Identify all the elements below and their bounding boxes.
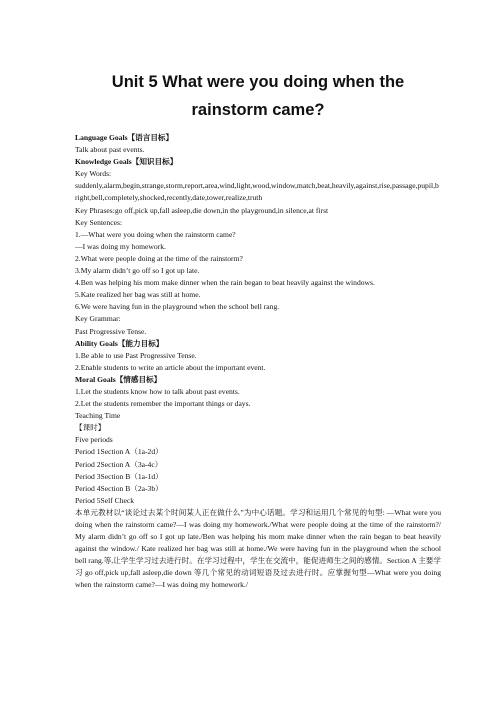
moral-item: 2.Let the students remember the important things or days.: [75, 399, 251, 409]
sentence-item: 1.—What were you doing when the rainstorm came?: [75, 229, 236, 239]
language-goals-heading: Language Goals【语言目标】: [75, 133, 174, 142]
sentence-item: 6.We were having fun in the playground when the school bell rang.: [75, 302, 280, 312]
language-goals-text: Talk about past events.: [75, 145, 145, 155]
key-words-label: Key Words:: [75, 169, 112, 179]
moral-goals-heading: Moral Goals【情感目标】: [75, 374, 162, 384]
ability-item: 1.Be able to use Past Progressive Tense.: [75, 350, 197, 360]
period-item: Period 2Section A（3a-4c）: [75, 459, 163, 469]
key-phrases: Key Phrases:go off,pick up,fall asleep,die down,in the playground,in silence,at first: [75, 205, 329, 215]
ability-item: 2.Enable students to write an article about the important event.: [75, 362, 266, 372]
period-item: Period 1Section A（1a-2d）: [75, 447, 163, 457]
teaching-time-label: Teaching Time: [75, 411, 121, 421]
moral-item: 1.Let the students know how to talk about past events.: [75, 386, 240, 396]
sentence-item: 5.Kate realized her bag was still at home.: [75, 290, 201, 300]
keshi-label: 【课时】: [75, 423, 106, 433]
key-grammar-text: Past Progressive Tense.: [75, 326, 147, 336]
period-item: Period 4Section B（2a-3b）: [75, 483, 163, 493]
period-item: Period 3Section B（1a-1d）: [75, 471, 163, 481]
key-sentences-label: Key Sentences:: [75, 217, 123, 227]
intro-paragraph: 本单元教材以“谈论过去某个时间某人正在做什么”为中心话题。学习和运用几个常见的句型: —What were you doing when the rainstorm came?—I was doing my homework./What were people doing at the time of the rainstorm?/ My alarm didn’t go off so I got up late./Ben was helping his mom make dinner when the rain began to beat heavily against the window./ Kate realized her bag was still at home./We were having fun in the playground when the school bell rang.等,让学生学习过去进行时。在学习过程中，学生在交流中，能促进师生之间的感情。Section A 主要学习 go off,pick up,fall asleep,die down 等几个常见的动词短语及过去进行时。应掌握句型—What were you doing when the rainstorm came?—I was doing my homework./: [75, 507, 441, 590]
sentence-item: 2.What were people doing at the time of the rainstorm?: [75, 253, 243, 263]
document-title-line1: Unit 5 What were you doing when the: [111, 73, 405, 91]
five-periods-label: Five periods: [75, 435, 113, 445]
period-item: Period 5Self Check: [75, 495, 135, 505]
knowledge-goals-heading: Knowledge Goals【知识目标】: [75, 157, 178, 167]
sentence-item: 3.My alarm didn’t go off so I got up late.: [75, 266, 200, 276]
sentence-item: —I was doing my homework.: [75, 241, 166, 251]
sentence-item: 4.Ben was helping his mom make dinner when the rain began to beat heavily against the windows.: [75, 278, 375, 288]
key-grammar-label: Key Grammar:: [75, 314, 121, 324]
ability-goals-heading: Ability Goals【能力目标】: [75, 338, 164, 348]
key-words-list: suddenly,alarm,begin,strange,storm,report,area,wind,light,wood,window,match,beat,heavily,against,rise,passage,pupil,bright,bell,completely,shocked,recently,date,tower,realize,truth: [75, 181, 439, 203]
document-title-line2: rainstorm came?: [191, 101, 325, 119]
